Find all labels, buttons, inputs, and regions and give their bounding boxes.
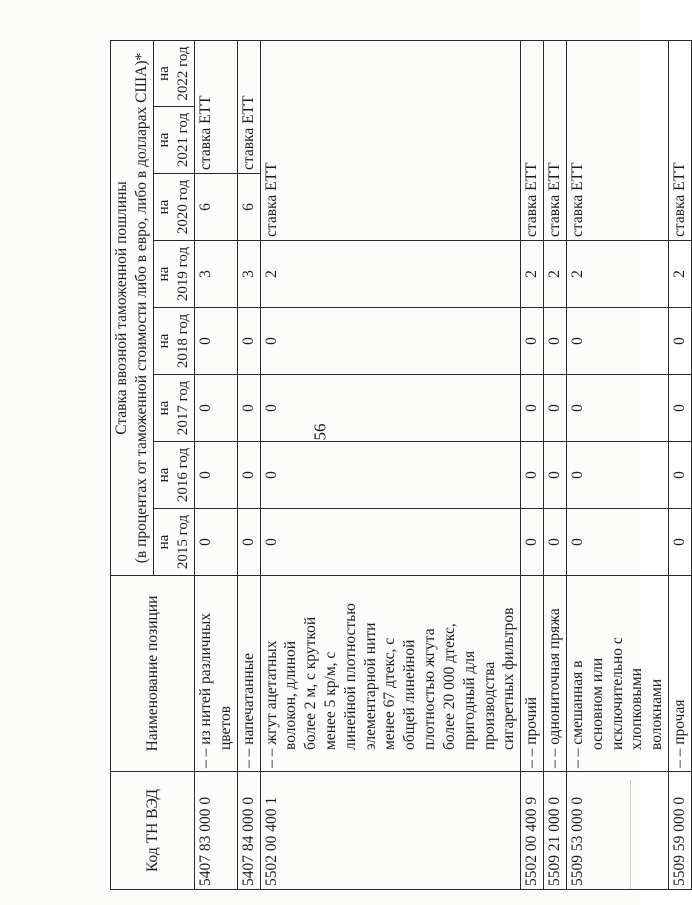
row-name-line: более 2 м, с круткой bbox=[302, 616, 320, 750]
row-name-line: более 20 000 дтекс, bbox=[440, 623, 458, 750]
table-row bbox=[237, 41, 260, 890]
row-name bbox=[260, 576, 521, 772]
row-name-line: – – жгут ацетатных bbox=[262, 640, 280, 768]
year-label: 2021 год bbox=[174, 112, 191, 168]
rate-cell-ett: ставка ЕТТ bbox=[260, 41, 521, 241]
row-name-line: общей линейной bbox=[401, 639, 419, 750]
rotated-table-wrapper bbox=[110, 40, 689, 890]
rate-cell: 0 bbox=[260, 375, 521, 442]
year-label: 2022 год bbox=[174, 46, 191, 101]
rate-cell: 0 bbox=[669, 375, 692, 442]
year-header-6 bbox=[153, 174, 194, 241]
rate-cell-ett: ставка ЕТТ bbox=[521, 41, 544, 241]
year-label: 2020 год bbox=[174, 179, 191, 235]
year-prefix: на bbox=[155, 132, 172, 148]
name-column-header: Наименование позиции bbox=[111, 576, 195, 772]
rate-cell: 2 bbox=[566, 241, 668, 308]
row-name bbox=[544, 576, 567, 772]
row-name bbox=[195, 576, 238, 772]
rate-cell: 0 bbox=[195, 375, 238, 442]
rate-cell: 0 bbox=[521, 509, 544, 576]
row-name-line: менее 67 дтекс, с bbox=[381, 637, 399, 750]
rate-cell-ett: ставка ЕТТ bbox=[544, 41, 567, 241]
rate-cell: 0 bbox=[521, 308, 544, 375]
row-name-line: – – из нитей различных bbox=[197, 613, 215, 768]
year-prefix: на bbox=[155, 333, 172, 349]
rate-cell: 6 bbox=[195, 174, 238, 241]
year-header-5 bbox=[153, 241, 194, 308]
year-prefix: на bbox=[155, 199, 172, 215]
rate-cell: 0 bbox=[566, 509, 668, 576]
rate-cell: 2 bbox=[260, 241, 521, 308]
row-name-line: – – смешанная в bbox=[568, 660, 586, 768]
row-name-line: производства bbox=[480, 661, 498, 750]
row-name-line: – – напечатанные bbox=[239, 652, 257, 768]
rate-cell: 3 bbox=[195, 241, 238, 308]
row-name bbox=[237, 576, 260, 772]
rate-cell: 0 bbox=[237, 442, 260, 509]
rate-cell: 0 bbox=[669, 509, 692, 576]
year-header-2 bbox=[153, 442, 194, 509]
row-name-line: сигаретных фильтров bbox=[500, 607, 518, 750]
rate-cell: 6 bbox=[237, 174, 260, 241]
code-column-header: Код ТН ВЭД bbox=[111, 772, 195, 890]
table-row bbox=[195, 41, 238, 890]
rate-cell: 2 bbox=[521, 241, 544, 308]
rate-cell: 3 bbox=[237, 241, 260, 308]
rate-cell: 0 bbox=[521, 442, 544, 509]
header-row-1 bbox=[111, 41, 154, 890]
year-label: 2019 год bbox=[174, 246, 191, 302]
year-label: 2016 год bbox=[174, 447, 191, 503]
row-name-line: исключительно с bbox=[608, 637, 626, 750]
rate-cell: 0 bbox=[669, 442, 692, 509]
row-code: 5407 83 000 0 bbox=[195, 772, 238, 890]
row-name-line: линейной плотностью bbox=[341, 603, 359, 750]
rate-cell-ett: ставка ЕТТ bbox=[566, 41, 668, 241]
row-name-line: хлопковыми bbox=[628, 668, 646, 750]
row-name-line: менее 5 кр/м, с bbox=[322, 651, 339, 750]
row-code: 5509 21 000 0 bbox=[544, 772, 567, 890]
year-label: 2017 год bbox=[174, 380, 191, 436]
year-header-7 bbox=[153, 107, 194, 174]
row-code: 5407 84 000 0 bbox=[237, 772, 260, 890]
row-code: 5509 59 000 0 bbox=[669, 772, 692, 890]
rate-cell: 0 bbox=[260, 308, 521, 375]
rate-cell-ett: ставка ЕТТ bbox=[669, 41, 692, 241]
rate-cell: 0 bbox=[195, 308, 238, 375]
year-prefix: на bbox=[155, 66, 172, 81]
table-row bbox=[544, 41, 567, 890]
row-code: 5509 53 000 0 bbox=[566, 772, 668, 890]
page-number: 56 bbox=[310, 423, 330, 441]
rate-cell: 0 bbox=[544, 308, 567, 375]
year-prefix: на bbox=[155, 467, 172, 483]
rate-cell: 0 bbox=[237, 308, 260, 375]
table-row bbox=[521, 41, 544, 890]
rate-cell: 0 bbox=[195, 442, 238, 509]
rate-cell: 0 bbox=[195, 509, 238, 576]
rate-cell: 0 bbox=[566, 308, 668, 375]
tariff-table bbox=[110, 40, 692, 890]
year-header-8 bbox=[153, 41, 194, 107]
row-name bbox=[669, 576, 692, 772]
table-body bbox=[195, 41, 692, 890]
rate-cell: 0 bbox=[544, 509, 567, 576]
year-label: 2018 год bbox=[174, 313, 191, 369]
row-code: 5502 00 400 9 bbox=[521, 772, 544, 890]
row-name-line: – – однониточная пряжа bbox=[546, 608, 564, 768]
row-code: 5502 00 400 1 bbox=[260, 772, 521, 890]
year-prefix: на bbox=[155, 400, 172, 416]
rate-cell: 0 bbox=[566, 375, 668, 442]
year-header-3 bbox=[153, 375, 194, 442]
table-row bbox=[260, 41, 521, 890]
row-name-line: – – прочая bbox=[671, 699, 689, 768]
rate-cell: 2 bbox=[669, 241, 692, 308]
rate-cell: 0 bbox=[237, 375, 260, 442]
year-prefix: на bbox=[155, 266, 172, 282]
rate-cell: 0 bbox=[669, 308, 692, 375]
rate-title-line2: (в процентах от таможенной стоимости либо в евро, либо в долларах США)* bbox=[132, 52, 150, 564]
rate-cell-ett: ставка ЕТТ bbox=[195, 41, 238, 174]
year-header-4 bbox=[153, 308, 194, 375]
row-name-line: плотностью жгута bbox=[421, 628, 439, 750]
rate-cell: 0 bbox=[260, 509, 521, 576]
row-name-line: цветов bbox=[216, 705, 234, 750]
rate-cell: 0 bbox=[237, 509, 260, 576]
table-row bbox=[669, 41, 692, 890]
row-name bbox=[566, 576, 668, 772]
rate-cell-ett: ставка ЕТТ bbox=[237, 41, 260, 174]
rate-cell: 0 bbox=[566, 442, 668, 509]
row-name-line: элементарной нити bbox=[361, 622, 379, 750]
year-prefix: на bbox=[155, 534, 172, 550]
rate-cell: 0 bbox=[544, 375, 567, 442]
year-label: 2015 год bbox=[174, 514, 191, 570]
rate-title-line1: Ставка ввозной таможенной пошлины bbox=[113, 181, 130, 435]
rate-column-header bbox=[111, 41, 154, 576]
year-header-1 bbox=[153, 509, 194, 576]
row-name-line: волокнами bbox=[648, 678, 666, 750]
row-name-line: пригодный для bbox=[460, 650, 478, 750]
row-name-line: основном или bbox=[588, 657, 606, 750]
rate-cell: 0 bbox=[544, 442, 567, 509]
row-name-line: – – прочий bbox=[523, 696, 541, 768]
row-name bbox=[521, 576, 544, 772]
rate-cell: 0 bbox=[521, 375, 544, 442]
table-row bbox=[566, 41, 668, 890]
rate-cell: 0 bbox=[260, 442, 521, 509]
row-name-line: волокон, длиной bbox=[282, 640, 300, 750]
rate-cell: 2 bbox=[544, 241, 567, 308]
